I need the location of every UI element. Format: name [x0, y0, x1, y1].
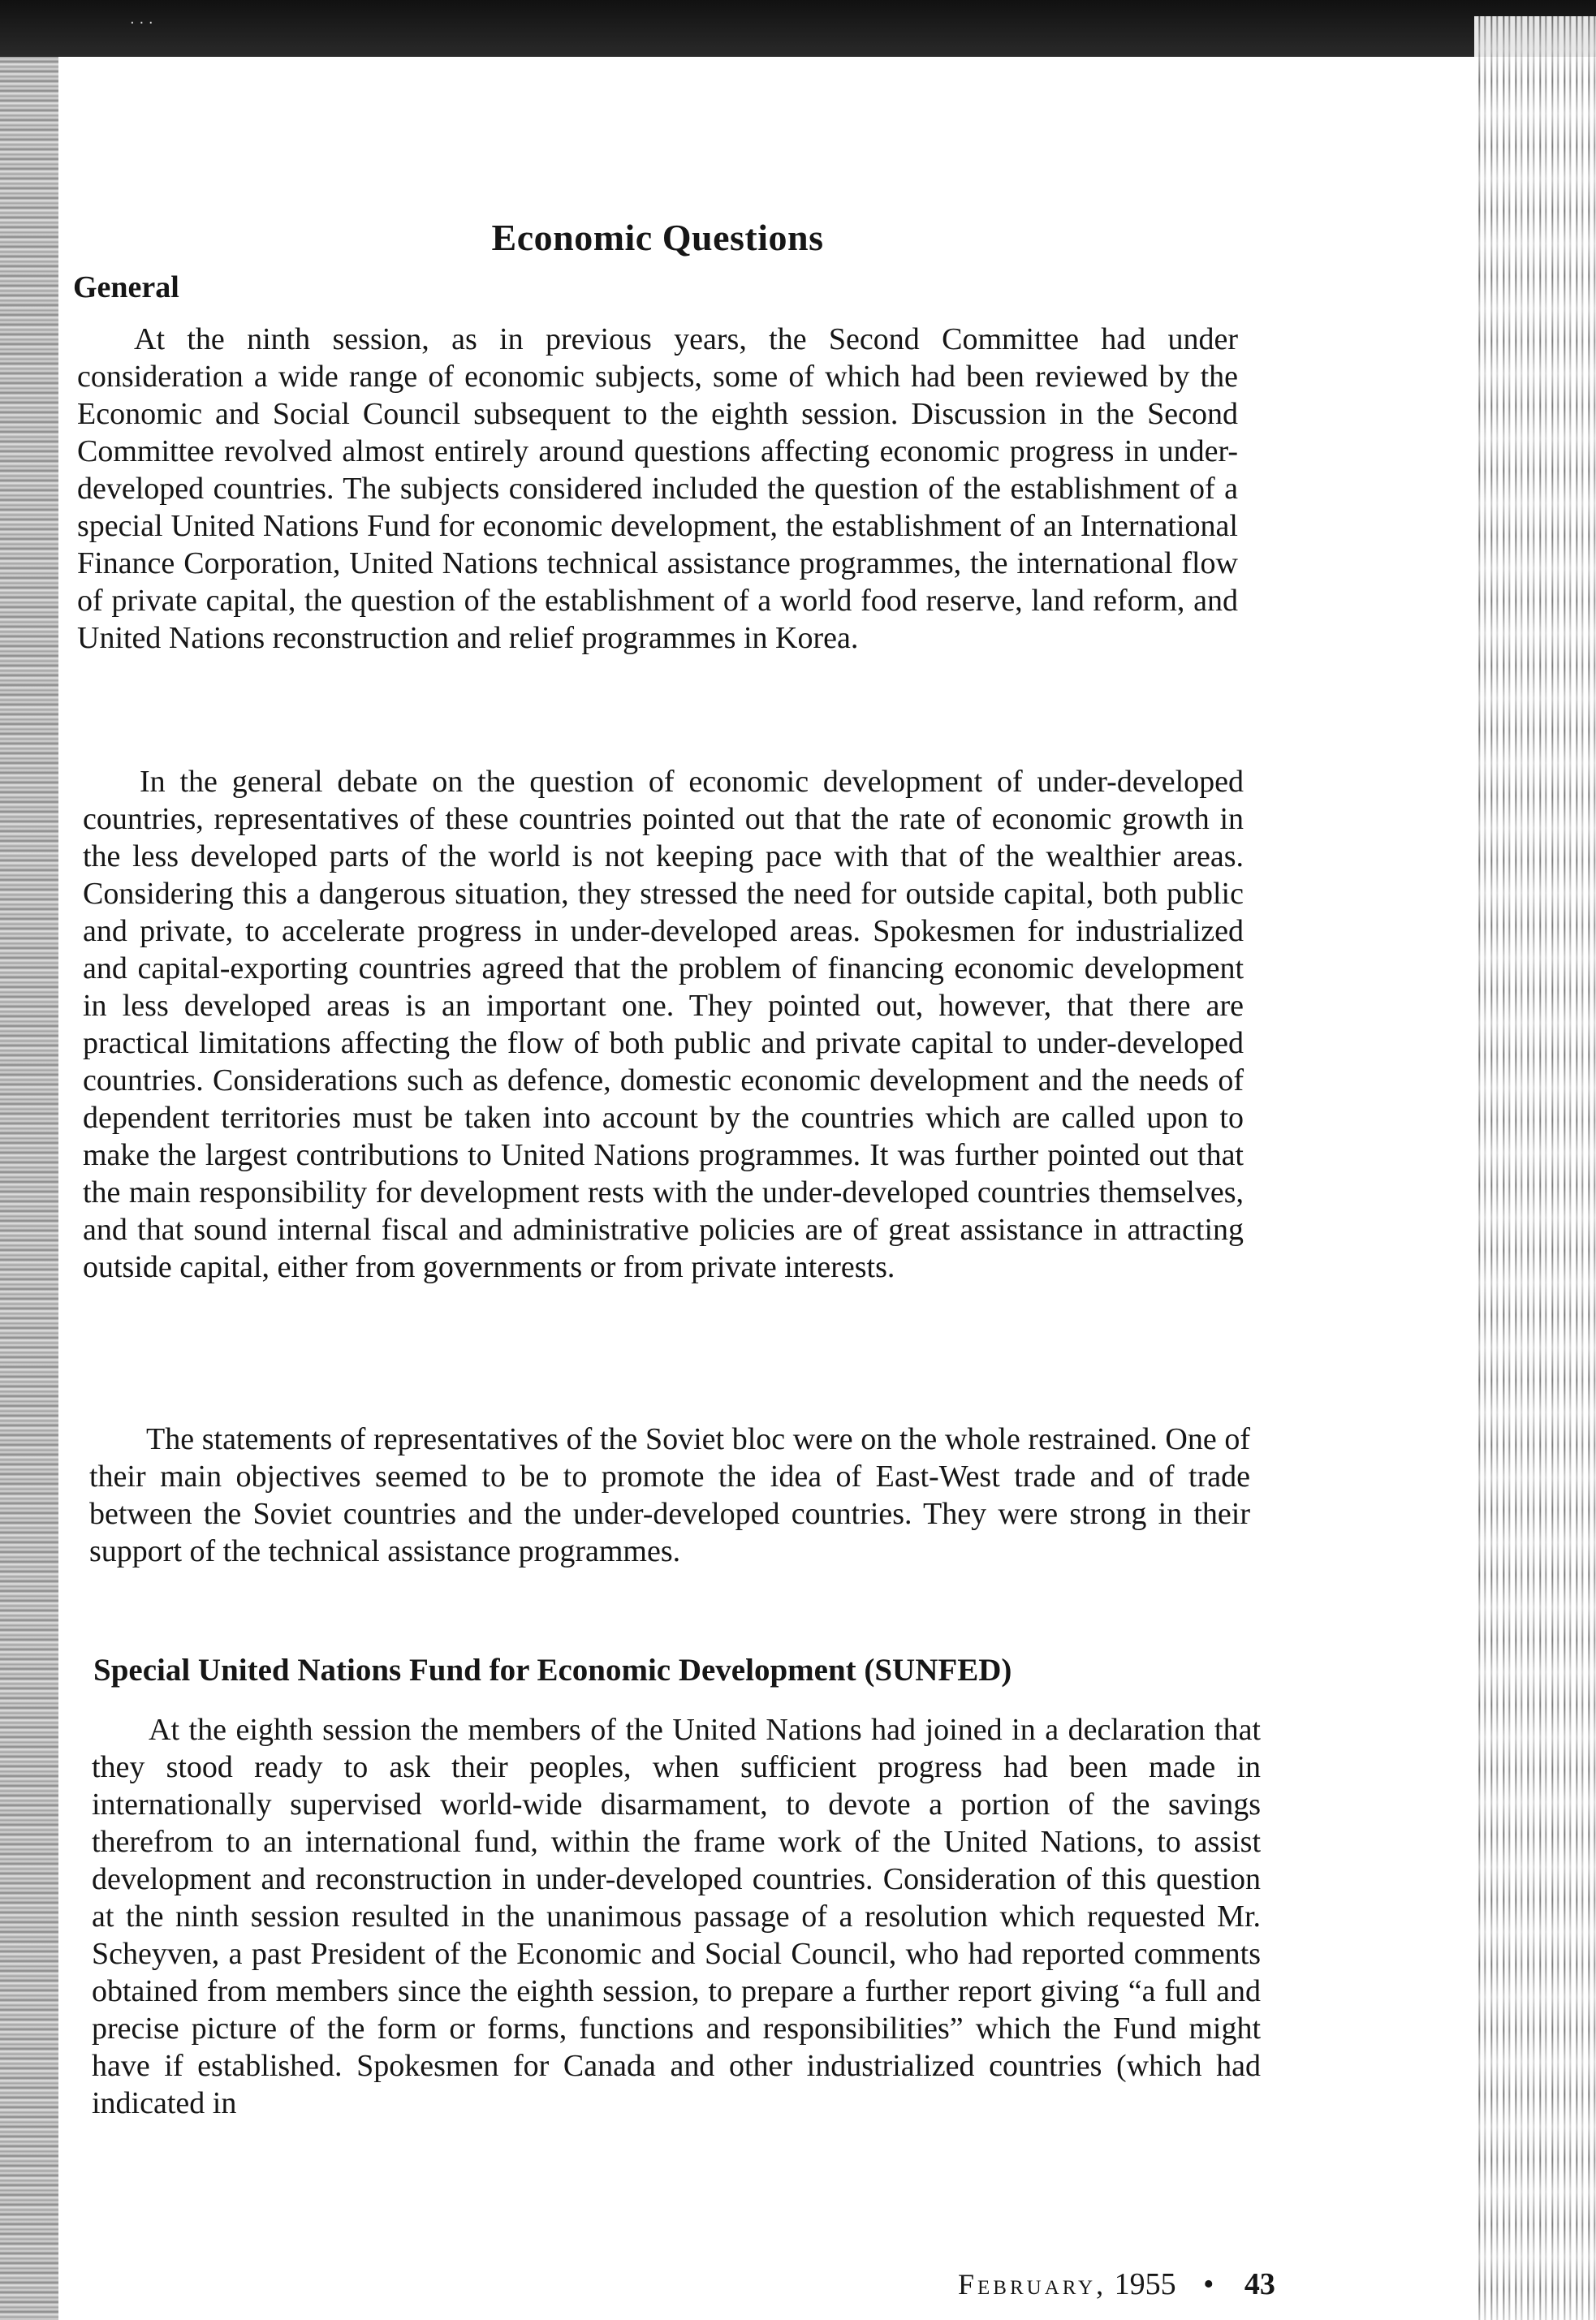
page-title: Economic Questions [491, 217, 824, 258]
paragraph-general-1: At the ninth session, as in previous years, the Second Committee had under consideration a wide range of economic subjects, some of which had been reviewed by the Economic and Social Council subsequent to the eighth session. Discussion in the Second Committee revolved almost entirely around questions affecting economic progress in under-developed countries. The subjects considered included the question of the establishment of a special United Nations Fund for economic development, the establishment of an International Finance Corporation, United Nations technical assistance programmes, the international flow of private capital, the question of the establishment of a world food reserve, land reform, and United Nations reconstruction and relief programmes in Korea. [77, 322, 1238, 655]
scan-mark: · · · [130, 15, 153, 32]
section-heading-sunfed: Special United Nations Fund for Economic Development (SUNFED) [93, 1653, 1012, 1688]
footer-year: 1955 [1114, 2267, 1176, 2301]
scan-top-border [0, 0, 1596, 57]
footer-separator: • [1203, 2267, 1214, 2301]
paragraph-general-2: In the general debate on the question of economic development of under-developed countries, representatives of these countries pointed out that the rate of economic growth in the less developed parts of the world is not keeping pace with that of the wealthier areas. Considering this a dangerous situation, they stressed the need for outside capital, both public and private, to accelerate progress in under-developed areas. Spokesmen for industrialized and capital-exporting countries agreed that the problem of financing economic development in less developed areas is an important one. They pointed out, however, that there are practical limitations affecting the flow of both public and private capital to under-developed countries. Considerations such as defence, domestic economic development and the needs of dependent territories must be taken into account by the countries which are called upon to make the largest contributions to United Nations programmes. It was further pointed out that the main responsibility for development rests with the under-developed countries themselves, and that sound internal fiscal and administrative policies are of great assistance in attracting outside capital, either from governments or from private interests. [83, 765, 1244, 1284]
paragraph-general-3: The statements of representatives of the Soviet bloc were on the whole restrained. One of their main objectives seemed to be to promote the idea of East-West trade and of trade between the Soviet countries and the under-developed countries. They were strong in their support of the technical assistance programmes. [89, 1422, 1250, 1568]
paragraph-sunfed-1: At the eighth session the members of the United Nations had joined in a declaration that they stood ready to ask their peoples, when sufficient progress had been made in internationally supervised world-wide disarmament, to devote a portion of the savings therefrom to an international fund, within the frame work of the United Nations, to assist development and reconstruction in under-developed countries. Consideration of this question at the ninth session resulted in the unanimous passage of a resolution which requested Mr. Scheyven, a past President of the Economic and Social Council, who had reported comments obtained from members since the eighth session, to prepare a further report giving “a full and precise picture of the form or forms, functions and responsibilities” which the Fund might have if established. Spokesmen for Canada and other industrialized countries (which had indicated in [92, 1713, 1261, 2120]
page-number: 43 [1244, 2267, 1275, 2301]
page-stack-edge [1474, 16, 1596, 2320]
scan-left-border [0, 57, 58, 2320]
document-page [65, 57, 1461, 2320]
section-heading-general: General [73, 270, 179, 304]
page-footer [958, 2266, 1275, 2302]
footer-month: February, [958, 2268, 1107, 2301]
